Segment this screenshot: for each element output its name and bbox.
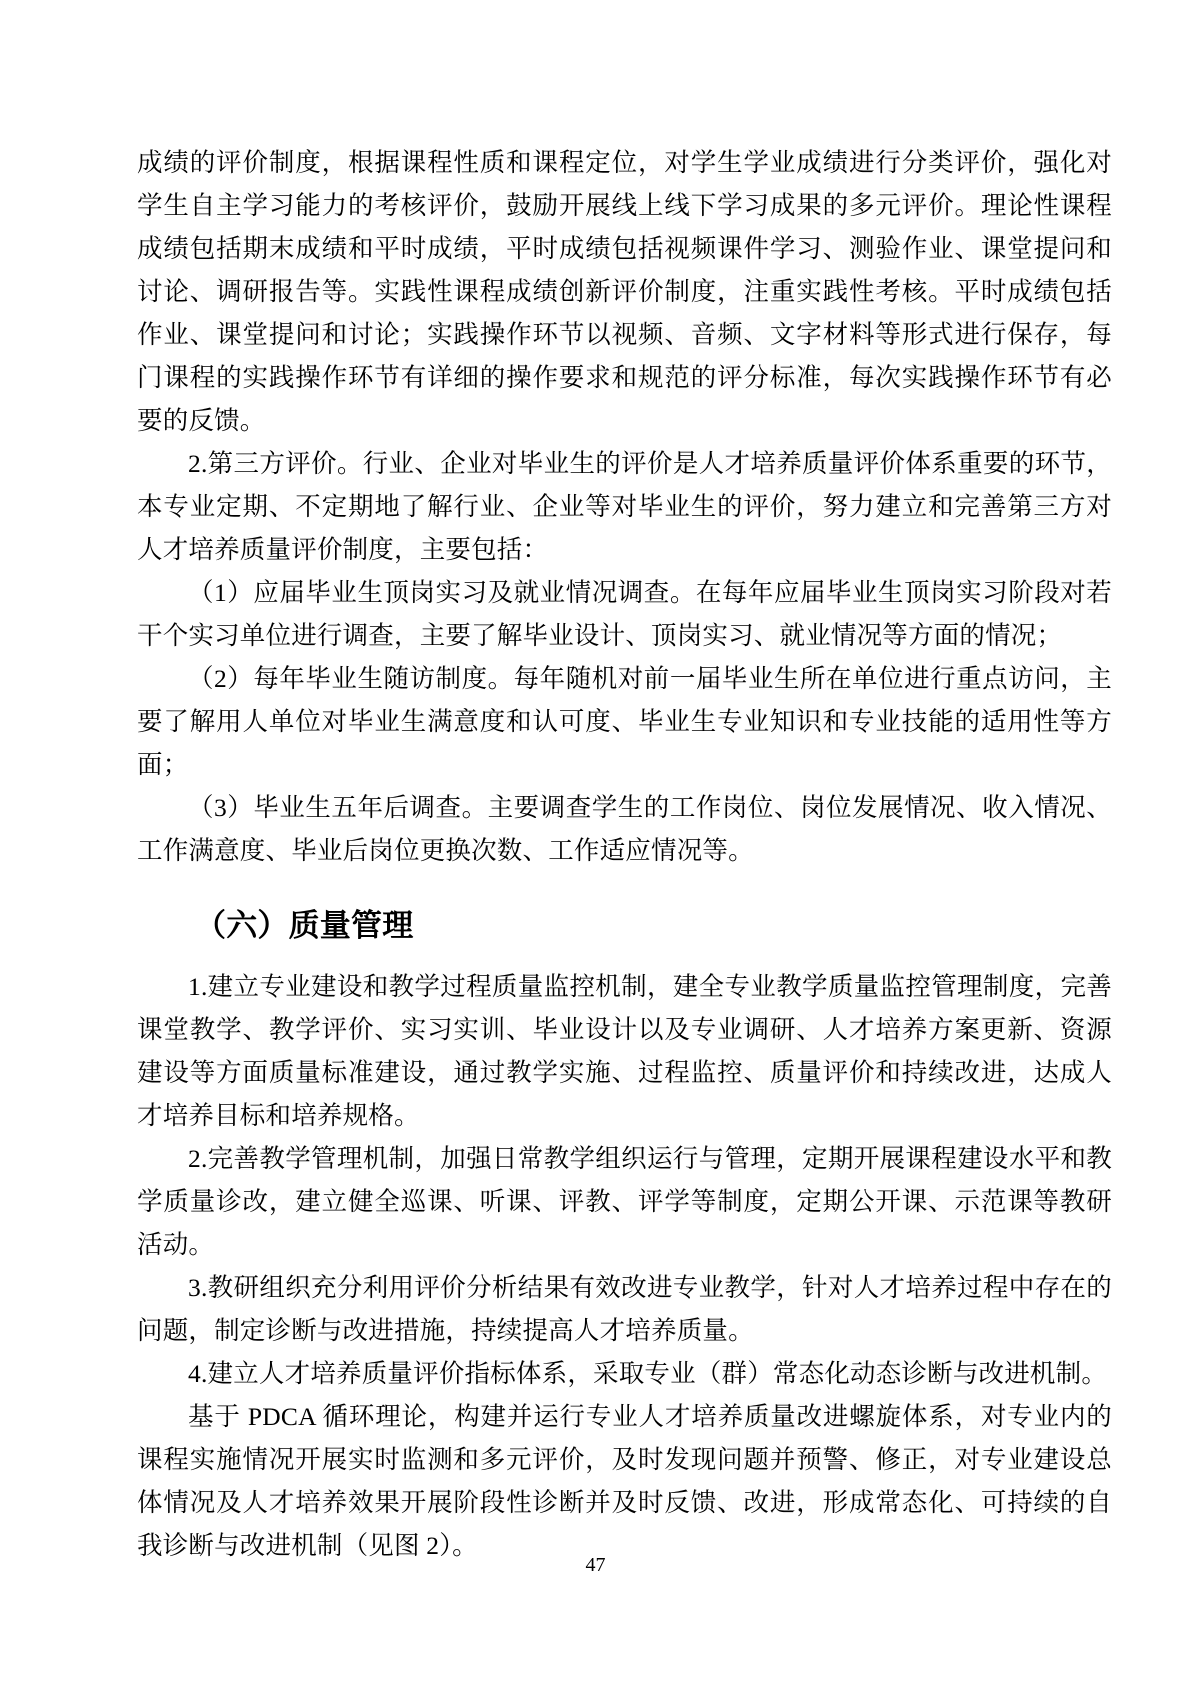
document-body [137,141,1112,1567]
paragraph: 3.教研组织充分利用评价分析结果有效改进专业教学，针对人才培养过程中存在的问题，制定诊断与改进措施，持续提高人才培养质量。 [137,1273,1112,1345]
section-heading: （六）质量管理 [195,908,414,943]
paragraph: （2）每年毕业生随访制度。每年随机对前一届毕业生所在单位进行重点访问，主要了解用人单位对毕业生满意度和认可度、毕业生专业知识和专业技能的适用性等方面； [137,664,1112,779]
paragraph: 4.建立人才培养质量评价指标体系，采取专业（群）常态化动态诊断与改进机制。 [188,1359,1108,1388]
paragraph: 成绩的评价制度，根据课程性质和课程定位，对学生学业成绩进行分类评价，强化对学生自主学习能力的考核评价，鼓励开展线上线下学习成果的多元评价。理论性课程成绩包括期末成绩和平时成绩，平时成绩包括视频课件学习、测验作业、课堂提问和讨论、调研报告等。实践性课程成绩创新评价制度，注重实践性考核。平时成绩包括作业、课堂提问和讨论；实践操作环节以视频、音频、文字材料等形式进行保存，每门课程的实践操作环节有详细的操作要求和规范的评分标准，每次实践操作环节有必要的反馈。 [137,148,1112,435]
paragraph: （3）毕业生五年后调查。主要调查学生的工作岗位、岗位发展情况、收入情况、工作满意度、毕业后岗位更换次数、工作适应情况等。 [137,793,1112,865]
paragraph: 2.第三方评价。行业、企业对毕业生的评价是人才培养质量评价体系重要的环节，本专业定期、不定期地了解行业、企业等对毕业生的评价，努力建立和完善第三方对人才培养质量评价制度，主要包括： [137,449,1112,564]
paragraph: 1.建立专业建设和教学过程质量监控机制，建全专业教学质量监控管理制度，完善课堂教学、教学评价、实习实训、毕业设计以及专业调研、人才培养方案更新、资源建设等方面质量标准建设，通过教学实施、过程监控、质量评价和持续改进，达成人才培养目标和培养规格。 [137,972,1112,1130]
paragraph: 2.完善教学管理机制，加强日常教学组织运行与管理，定期开展课程建设水平和教学质量诊改，建立健全巡课、听课、评教、评学等制度，定期公开课、示范课等教研活动。 [137,1144,1112,1259]
page-number: 47 [585,1554,606,1576]
paragraph: （1）应届毕业生顶岗实习及就业情况调查。在每年应届毕业生顶岗实习阶段对若干个实习单位进行调查，主要了解毕业设计、顶岗实习、就业情况等方面的情况； [137,578,1112,650]
paragraph: 基于 PDCA 循环理论，构建并运行专业人才培养质量改进螺旋体系，对专业内的课程实施情况开展实时监测和多元评价，及时发现问题并预警、修正，对专业建设总体情况及人才培养效果开展阶段性诊断并及时反馈、改进，形成常态化、可持续的自我诊断与改进机制（见图 2）。 [137,1402,1112,1560]
